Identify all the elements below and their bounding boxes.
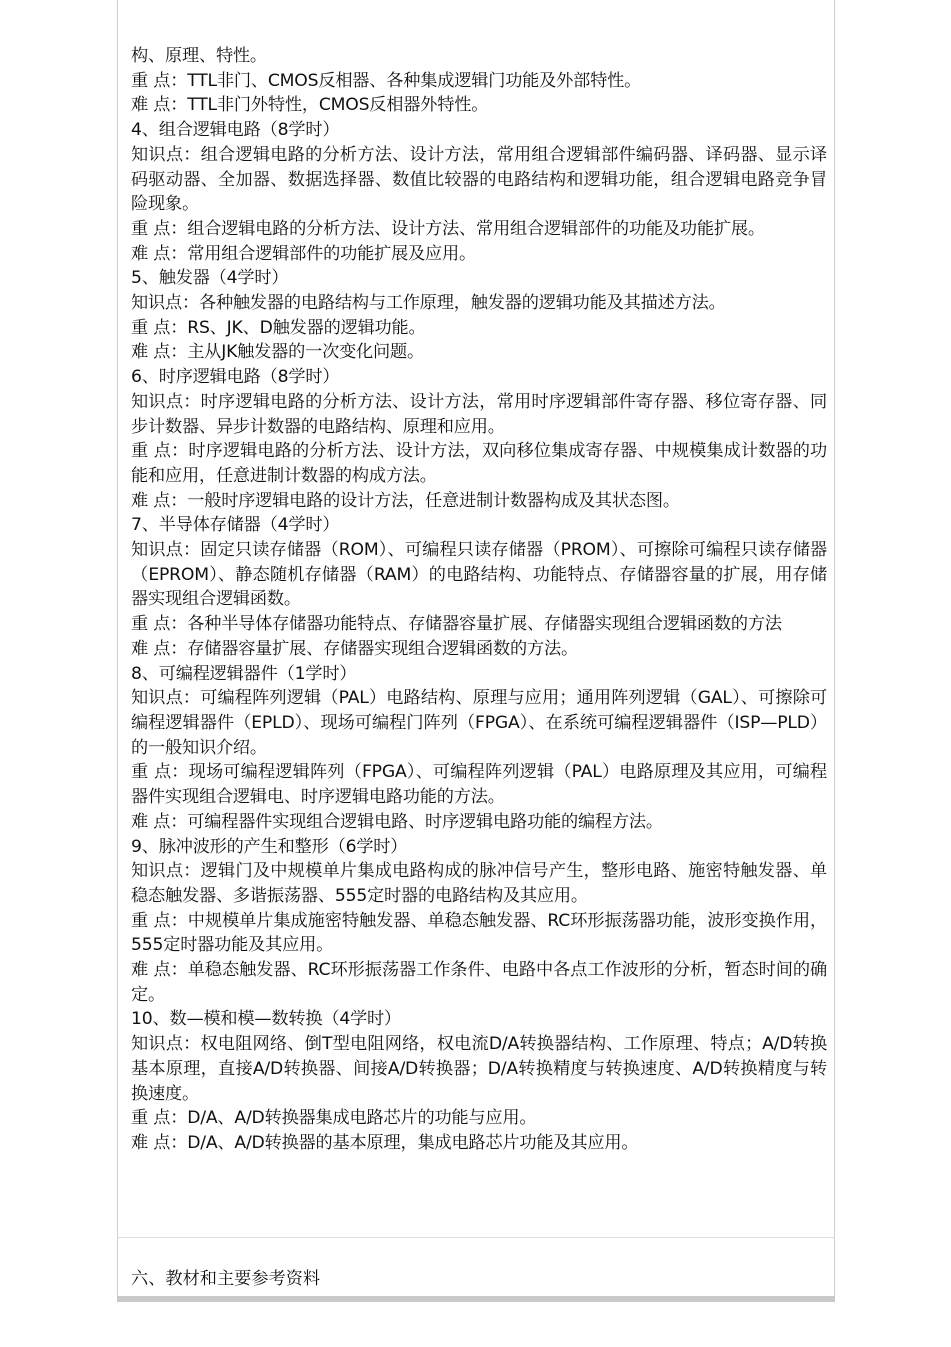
key-point: 重 点：现场可编程逻辑阵列（FPGA）、可编程阵列逻辑（PAL）电路原理及其应用，可编程器件实现组合逻辑电、时序逻辑电路功能的方法。 xyxy=(131,762,827,808)
continuation-line: 构、原理、特性。 xyxy=(131,46,267,66)
table-left-border xyxy=(117,0,118,1300)
knowledge-point: 知识点：各种触发器的电路结构与工作原理，触发器的逻辑功能及其描述方法。 xyxy=(131,293,726,314)
difficulty-point: 难 点：存储器容量扩展、存储器实现组合逻辑函数的方法。 xyxy=(131,638,578,659)
key-point: 重 点：D/A、A/D转换器集成电路芯片的功能与应用。 xyxy=(131,1108,537,1129)
difficulty-point: 难 点：单稳态触发器、RC环形振荡器工作条件、电路中各点工作波形的分析，暂态时间的确定。 xyxy=(131,960,827,1005)
difficulty-point: 难 点：常用组合逻辑部件的功能扩展及应用。 xyxy=(131,243,477,264)
knowledge-point: 知识点：逻辑门及中规模单片集成电路构成的脉冲信号产生，整形电路、施密特触发器、单稳态触发器、多谐振荡器、555定时器的电路结构及其应用。 xyxy=(131,861,827,906)
key-point: 重 点：中规模单片集成施密特触发器、单稳态触发器、RC环形振荡器功能，波形变换作用，555定时器功能及其应用。 xyxy=(131,910,827,956)
key-point: 重 点：组合逻辑电路的分析方法、设计方法、常用组合逻辑部件的功能及功能扩展。 xyxy=(131,218,765,239)
key-point: 重 点：TTL非门、CMOS反相器、各种集成逻辑门功能及外部特性。 xyxy=(131,70,642,91)
key-point: 重 点：时序逻辑电路的分析方法、设计方法，双向移位集成寄存器、中规模集成计数器的功能和应用，任意进制计数器的构成方法。 xyxy=(131,441,827,486)
chapter-heading: 9、脉冲波形的产生和整形（6学时） xyxy=(131,836,408,857)
chapter-heading: 5、触发器（4学时） xyxy=(131,268,289,289)
key-point: 重 点：RS、JK、D触发器的逻辑功能。 xyxy=(131,317,426,338)
table-bottom-border xyxy=(117,1296,835,1302)
key-point: 重 点：各种半导体存储器功能特点、存储器容量扩展、存储器实现组合逻辑函数的方法 xyxy=(131,614,782,635)
knowledge-point: 知识点：固定只读存储器（ROM）、可编程只读存储器（PROM）、可擦除可编程只读存储器（EPROM）、静态随机存储器（RAM）的电路结构、功能特点、存储器容量的扩展，用存储器实现组合逻辑函数。 xyxy=(131,540,827,610)
chapter-heading: 4、组合逻辑电路（8学时） xyxy=(131,120,340,141)
chapter-heading: 7、半导体存储器（4学时） xyxy=(131,515,340,536)
knowledge-point: 知识点：组合逻辑电路的分析方法、设计方法，常用组合逻辑部件编码器、译码器、显示译码驱动器、全加器、数据选择器、数值比较器的电路结构和逻辑功能，组合逻辑电路竞争冒险现象。 xyxy=(131,144,827,215)
section-divider xyxy=(117,1237,835,1238)
knowledge-point: 知识点：可编程阵列逻辑（PAL）电路结构、原理与应用；通用阵列逻辑（GAL）、可擦除可编程逻辑器件（EPLD）、现场可编程门阵列（FPGA）、在系统可编程逻辑器件（ISP—PLD）的一般知识介绍。 xyxy=(131,688,827,758)
table-right-border xyxy=(834,0,835,1300)
difficulty-point: 难 点：主从JK触发器的一次变化问题。 xyxy=(131,342,425,363)
chapter-heading: 8、可编程逻辑器件（1学时） xyxy=(131,663,357,684)
chapter-heading: 10、数—模和模—数转换（4学时） xyxy=(131,1009,402,1030)
difficulty-point: 难 点：D/A、A/D转换器的基本原理，集成电路芯片功能及其应用。 xyxy=(131,1132,639,1153)
difficulty-point: 难 点：TTL非门外特性，CMOS反相器外特性。 xyxy=(131,95,489,116)
knowledge-point: 知识点：权电阻网络、倒T型电阻网络，权电流D/A转换器结构、工作原理、特点；A/D转换基本原理，直接A/D转换器、间接A/D转换器；D/A转换精度与转换速度、A/D转换精度与转换速度。 xyxy=(131,1034,827,1104)
difficulty-point: 难 点：一般时序逻辑电路的设计方法，任意进制计数器构成及其状态图。 xyxy=(131,490,680,511)
knowledge-point: 知识点：时序逻辑电路的分析方法、设计方法，常用时序逻辑部件寄存器、移位寄存器、同步计数器、异步计数器的电路结构、原理和应用。 xyxy=(131,391,827,437)
difficulty-point: 难 点：可编程器件实现组合逻辑电路、时序逻辑电路功能的编程方法。 xyxy=(131,811,663,832)
chapter-heading: 6、时序逻辑电路（8学时） xyxy=(131,367,340,388)
section-heading: 六、教材和主要参考资料 xyxy=(131,1269,321,1289)
syllabus-content xyxy=(131,44,827,1156)
